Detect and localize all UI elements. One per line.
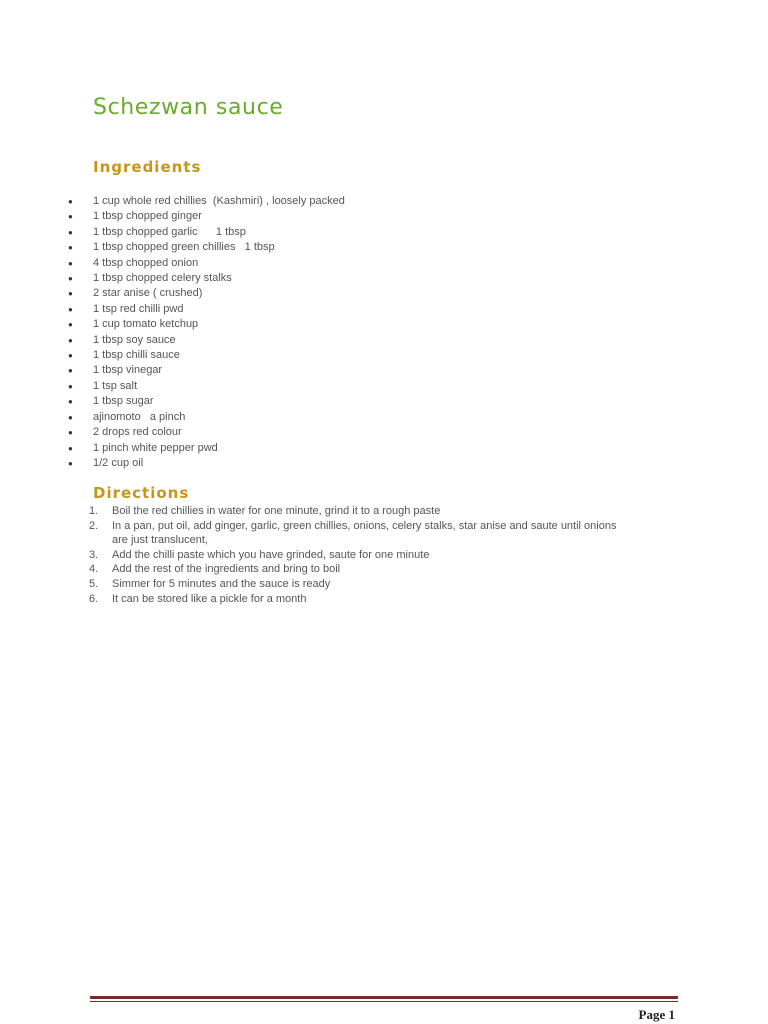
bullet-icon: ●: [68, 381, 73, 391]
bullet-icon: ●: [68, 428, 73, 438]
page-number: Page 1: [638, 1007, 675, 1022]
bullet-icon: ●: [68, 304, 73, 314]
ingredient-text: 1 tbsp chopped green chillies 1 tbsp: [93, 241, 275, 254]
ingredient-text: 1 tsp red chilli pwd: [93, 302, 184, 315]
ingredient-text: ajinomoto a pinch: [93, 410, 186, 423]
step-number: 6.: [89, 592, 99, 605]
directions-heading: Directions: [93, 484, 190, 502]
direction-step: [0, 592, 632, 607]
bullet-icon: ●: [68, 197, 73, 206]
direction-list: [0, 504, 632, 606]
ingredient-text: 1 tbsp soy sauce: [93, 333, 176, 346]
step-text: Simmer for 5 minutes and the sauce is ready: [112, 577, 331, 590]
direction-step: [0, 577, 632, 592]
ingredient-text: 1 tbsp chopped garlic 1 tbsp: [93, 225, 246, 238]
ingredient-text: 2 drops red colour: [93, 426, 182, 439]
step-number: 4.: [89, 563, 99, 576]
ingredient-text: 1 tbsp chopped celery stalks: [93, 272, 232, 285]
bullet-icon: ●: [68, 412, 73, 422]
direction-step: [0, 548, 632, 563]
bullet-icon: ●: [68, 258, 73, 268]
step-text: Boil the red chillies in water for one minute, grind it to a rough paste: [112, 505, 441, 517]
recipe-title: Schezwan sauce: [93, 95, 284, 120]
ingredient-text: 1 cup tomato ketchup: [93, 318, 199, 331]
step-text: Add the rest of the ingredients and bring to boil: [112, 563, 341, 576]
ingredient-text: 1 tsp salt: [93, 379, 138, 392]
bullet-icon: ●: [68, 335, 73, 345]
step-text: It can be stored like a pickle for a month: [112, 592, 307, 605]
ingredient-text: 1 tbsp sugar: [93, 395, 154, 408]
bullet-icon: ●: [68, 227, 73, 237]
bullet-icon: ●: [68, 351, 73, 361]
direction-step: [0, 519, 632, 548]
ingredients-heading: Ingredients: [93, 158, 202, 176]
ingredient-text: 1 tbsp chilli sauce: [93, 349, 180, 362]
step-number: 3.: [89, 548, 99, 561]
step-text: Add the chilli paste which you have grinded, saute for one minute: [112, 548, 430, 561]
ingredient-text: 1 tbsp chopped ginger: [93, 210, 202, 223]
ingredient-text: 4 tbsp chopped onion: [93, 256, 199, 269]
step-number: 2.: [89, 519, 99, 532]
ingredient-text: 2 star anise ( crushed): [93, 287, 203, 300]
step-text: In a pan, put oil, add ginger, garlic, green chillies, onions, celery stalks, star anise and saute until onions are just translucent,: [112, 519, 617, 547]
footer-divider: [90, 996, 678, 1003]
bullet-icon: ●: [68, 212, 73, 222]
bullet-icon: ●: [68, 320, 73, 330]
direction-step: [0, 562, 632, 577]
bullet-icon: ●: [68, 366, 73, 376]
bullet-icon: ●: [68, 289, 73, 299]
bullet-icon: ●: [68, 397, 73, 407]
footer-divider-thick-line: [90, 996, 678, 999]
ingredient-text: 1 cup whole red chillies (Kashmiri) , loosely packed: [93, 195, 345, 207]
ingredient-text: 1 pinch white pepper pwd: [93, 441, 218, 454]
step-number: 1.: [89, 505, 99, 517]
bullet-icon: ●: [68, 443, 73, 453]
bullet-icon: ●: [68, 243, 73, 253]
bullet-icon: ●: [68, 458, 73, 468]
bullet-icon: ●: [68, 274, 73, 284]
ingredient-text: 1 tbsp vinegar: [93, 364, 163, 377]
footer-divider-thin-line: [90, 1001, 678, 1002]
direction-step: [0, 504, 632, 519]
step-number: 5.: [89, 577, 99, 590]
ingredient-text: 1/2 cup oil: [93, 456, 144, 469]
